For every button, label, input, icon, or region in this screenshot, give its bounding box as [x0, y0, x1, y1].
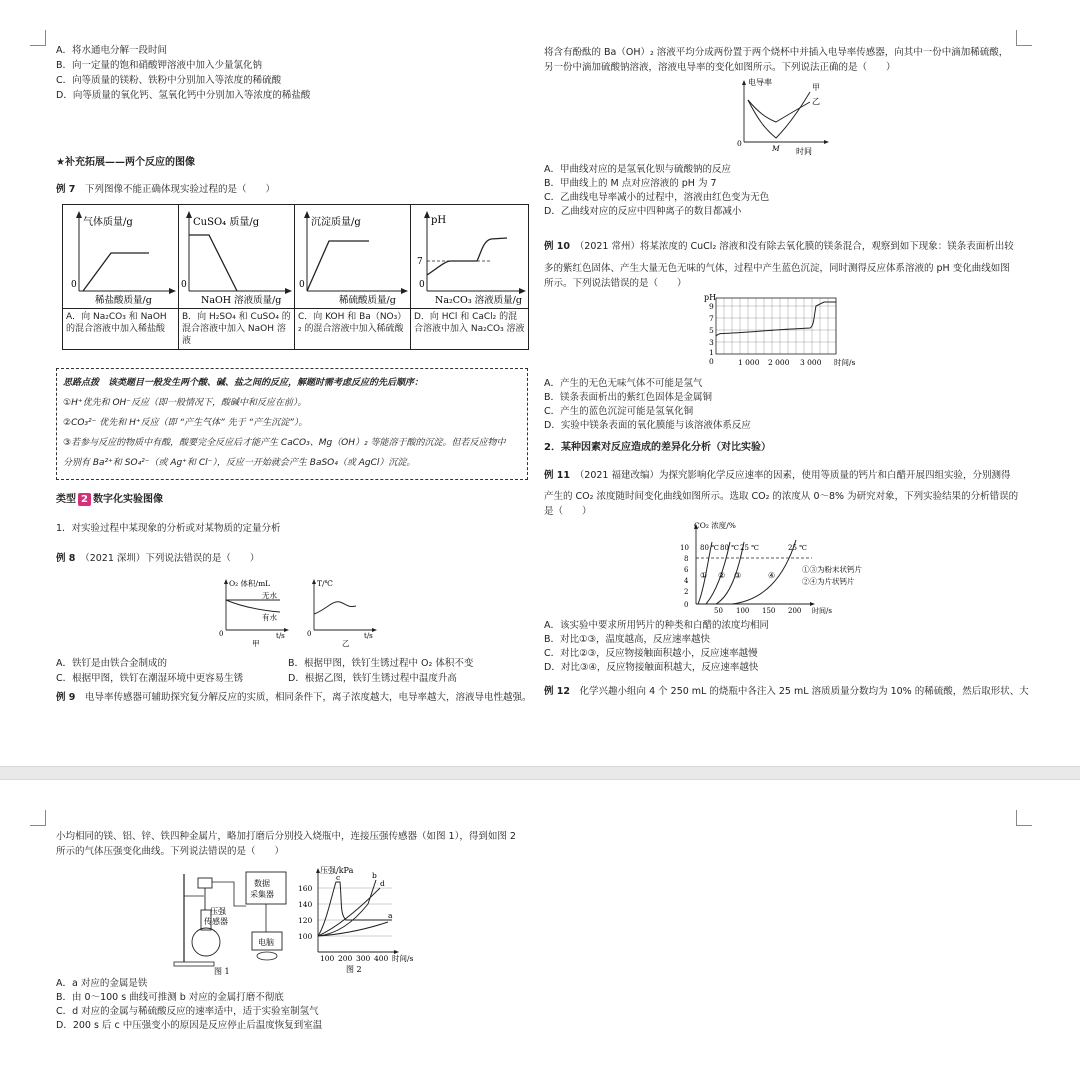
- crop-mark-top-right: [1016, 30, 1032, 46]
- fig2-ytick-100: 100: [298, 932, 313, 941]
- example-12-fig-1: [164, 866, 304, 976]
- example-11-line-2: 产生的 CO₂ 浓度随时间变化曲线如图所示。选取 CO₂ 的浓度从 0～8% 为研究对象，下列实验结果的分析错误的: [544, 491, 1019, 502]
- fig-jia-xlabel: t/s: [276, 632, 285, 640]
- example-11-option-b: B．对比①③，温度越高，反应速率越快: [544, 634, 711, 645]
- ph-chart-xlabel: 时间/s: [834, 358, 856, 367]
- type2-title: 数字化实验图像: [92, 494, 163, 505]
- ph-xtick-2000: 2 000: [768, 358, 790, 367]
- page-separator: [0, 766, 1080, 780]
- fig1-sensor-l2: 传感器: [204, 917, 228, 926]
- co2-curve-2: ②: [718, 571, 726, 580]
- ph-xtick-3000: 3 000: [800, 358, 822, 367]
- fig1-caption: 图 1: [214, 967, 230, 976]
- co2-tick-8: 8: [684, 555, 689, 563]
- example-12-option-c: C．d 对应的金属与稀硫酸反应的速率适中，适于实验室制氢气: [56, 1006, 319, 1017]
- co2-tick-0: 0: [684, 601, 689, 609]
- ph-tick-3: 3: [709, 338, 714, 347]
- chart-d-origin: 0: [419, 280, 425, 290]
- fig1-collector-l1: 数据: [254, 879, 270, 888]
- chart-b-xlabel: NaOH 溶液质量/g: [201, 295, 282, 305]
- hint-line-3: ②CO₃²⁻ 优先和 H⁺反应（即 “产生气体” 先于 “产生沉淀”）。: [63, 418, 308, 428]
- co2-tick-10: 10: [680, 544, 689, 552]
- example-10-line-1: [544, 240, 1014, 253]
- example-8-label: 例 8: [56, 553, 76, 564]
- chart-b-ylabel: CuSO₄ 质量/g: [193, 217, 260, 228]
- caption-b-cell: [179, 309, 295, 350]
- fig1-collector-l2: 采集器: [250, 890, 274, 899]
- fig2-xtick-400: 400: [374, 954, 389, 963]
- chart-c-origin: 0: [299, 280, 305, 290]
- example-12-option-b: B．由 0～100 s 曲线可推测 b 对应的金属打磨不彻底: [56, 992, 284, 1003]
- example-9-option-b: B．甲曲线上的 M 点对应溶液的 pH 为 7: [544, 178, 717, 189]
- example-9-cont-2: 另一份中滴加硫酸钠溶液，溶液电导率的变化如图所示。下列说法正确的是（ ）: [544, 62, 896, 73]
- example-12-label: 例 12: [544, 686, 571, 697]
- fig-jia-caption: 甲: [252, 639, 260, 648]
- example-9: [56, 691, 531, 704]
- fig2-curve-a: a: [388, 911, 393, 920]
- section-title: ★补充拓展——两个反应的图像: [56, 157, 195, 168]
- hint-line-4: ③若参与反应的物质中有酸，酸要完全反应后才能产生 CaCO₃、Mg（OH）₂ 等能溶于酸的沉淀。但若反应物中: [63, 438, 506, 448]
- fig2-ytick-140: 140: [298, 900, 313, 909]
- type2-prefix: 类型: [56, 494, 76, 505]
- co2-temp-3: 25 ℃: [740, 544, 759, 552]
- example-12-option-a: A．a 对应的金属是铁: [56, 978, 148, 989]
- chart-b-caption: B．向 H₂SO₄ 和 CuSO₄ 的混合溶液中加入 NaOH 溶液: [182, 312, 291, 346]
- ph-chart-ylabel: pH: [704, 293, 717, 302]
- chart-b-origin: 0: [181, 280, 187, 290]
- option-d-top: D．向等质量的氧化钙、氢氧化钙中分别加入等浓度的稀盐酸: [56, 90, 311, 101]
- example-8-option-c: C．根据甲图，铁钉在潮湿环境中更容易生锈: [56, 673, 244, 684]
- co2-tick-6: 6: [684, 566, 689, 574]
- example-9-chart: [736, 76, 836, 156]
- co2-tick-2: 2: [684, 588, 689, 596]
- ex9-chart-origin: 0: [737, 139, 742, 148]
- ex9-chart-yi: 乙: [812, 97, 820, 106]
- example-10-line-2: 多的紫红色固体、产生大量无色无味的气体，过程中产生蓝色沉淀，同时测得反应体系溶液的 pH 变化曲线如图: [544, 263, 1010, 274]
- fig-jia-l2: 有水: [262, 613, 277, 622]
- subsection-1: 1．对实验过程中某现象的分析或对某物质的定量分析: [56, 523, 281, 534]
- fig1-computer: 电脑: [258, 938, 274, 947]
- chart-d-cell: [411, 205, 529, 309]
- hint-line-1: 思路点拨 该类题目一般发生两个酸、碱、盐之间的反应，解题时需考虑反应的先后顺序：: [63, 378, 424, 388]
- example-9-label: 例 9: [56, 692, 76, 703]
- fig2-xtick-100: 100: [320, 954, 335, 963]
- subsection-2: 2．某种因素对反应造成的差异化分析（对比实验）: [544, 442, 771, 453]
- example-11-option-c: C．对比②③，反应物接触面积越小，反应速率越慢: [544, 648, 758, 659]
- example-10-text-1: （2021 常州）将某浓度的 CuCl₂ 溶液和没有除去氧化膜的镁条混合，观察到如下现象：镁条表面析出较: [579, 241, 1014, 252]
- example-12-text: 化学兴趣小组向 4 个 250 mL 的烧瓶中各注入 25 mL 溶质质量分数均为 10% 的稀硫酸，然后取形状、大: [579, 686, 1029, 697]
- fig2-ytick-120: 120: [298, 916, 313, 925]
- example-8-option-a: A．铁钉是由铁合金制成的: [56, 658, 167, 669]
- fig2-xlabel: 时间/s: [392, 954, 414, 963]
- co2-chart-xlabel: 时间/s: [812, 607, 832, 615]
- chart-c-xlabel: 稀硫酸质量/g: [339, 295, 396, 305]
- fig1-sensor-l1: 压强: [210, 907, 226, 916]
- fig2-curve-b: b: [372, 871, 377, 880]
- ph-tick-0: 0: [709, 357, 714, 366]
- example-10-label: 例 10: [544, 241, 571, 252]
- example-7-text: 下列图像不能正确体现实验过程的是（ ）: [84, 184, 275, 195]
- example-11-option-a: A．该实验中要求所用钙片的种类和白醋的浓度均相同: [544, 620, 769, 631]
- chart-d-caption: D．向 HCl 和 CaCl₂ 的混合溶液中加入 Na₂CO₃ 溶液: [414, 312, 525, 334]
- fig-yi-origin: 0: [307, 630, 312, 638]
- type2-badge: 2: [78, 493, 91, 506]
- fig2-caption: 图 2: [346, 965, 362, 974]
- chart-c-cell: [295, 205, 411, 309]
- caption-a-cell: [63, 309, 179, 350]
- crop-mark-bottom-right: [1016, 810, 1032, 826]
- fig-jia-ylabel: O₂ 体积/mL: [229, 579, 271, 588]
- co2-xtick-50: 50: [714, 607, 723, 615]
- example-11-option-d: D．对比③④，反应物接触面积越大，反应速率越快: [544, 662, 759, 673]
- chart-c: [295, 205, 410, 305]
- ph-tick-7: 7: [709, 314, 714, 323]
- example-10-option-a: A．产生的无色无味气体不可能是氢气: [544, 378, 703, 389]
- fig-jia-l1: 无水: [262, 591, 277, 600]
- crop-mark-bottom-left: [30, 810, 46, 826]
- fig-yi-ylabel: T/℃: [317, 579, 333, 588]
- ex9-chart-ylabel: 电导率: [748, 78, 772, 87]
- option-a-top: A．将水通电分解一段时间: [56, 45, 167, 56]
- example-11-co2-chart: [672, 520, 902, 616]
- page-bottom: [0, 780, 1080, 1065]
- co2-legend-2: ②④为片状钙片: [802, 577, 855, 586]
- chart-b: [179, 205, 294, 305]
- example-10-line-3: 所示。下列说法错误的是（ ）: [544, 278, 687, 289]
- ph-tick-9: 9: [709, 302, 714, 311]
- chart-a-caption: A．向 Na₂CO₃ 和 NaOH 的混合溶液中加入稀盐酸: [66, 312, 167, 334]
- chart-c-ylabel: 沉淀质量/g: [311, 217, 361, 228]
- ex9-chart-m: M: [772, 144, 780, 153]
- fig-yi-xlabel: t/s: [364, 632, 373, 640]
- co2-curve-4: ④: [768, 571, 776, 580]
- example-12-option-d: D．200 s 后 c 中压强变小的原因是反应停止后温度恢复到室温: [56, 1020, 323, 1031]
- co2-xtick-100: 100: [736, 607, 750, 615]
- option-b-top: B．向一定量的饱和硝酸钾溶液中加入少量氯化钠: [56, 60, 263, 71]
- co2-curve-3: ③: [734, 571, 742, 580]
- example-10-option-c: C．产生的蓝色沉淀可能是氢氧化铜: [544, 406, 694, 417]
- hint-line-2: ①H⁺优先和 OH⁻反应（即一般情况下，酸碱中和反应在前）。: [63, 398, 307, 408]
- chart-d-tick-7: 7: [417, 257, 423, 267]
- co2-tick-4: 4: [684, 577, 689, 585]
- example-9-text: 电导率传感器可辅助探究复分解反应的实质，相同条件下，离子浓度越大，电导率越大，溶液导电性越强。: [84, 692, 532, 703]
- example-7-chart-table: [62, 204, 529, 350]
- caption-d-cell: [411, 309, 529, 350]
- example-11-line-1: [544, 469, 1011, 482]
- chart-d: [411, 205, 528, 305]
- ph-tick-5: 5: [709, 326, 714, 335]
- hint-line-5: 分别有 Ba²⁺和 SO₄²⁻（或 Ag⁺和 Cl⁻），反应一开始就会产生 BaSO₄（或 AgCl）沉淀。: [63, 458, 416, 468]
- example-10-ph-chart: [702, 292, 872, 372]
- co2-xtick-150: 150: [762, 607, 776, 615]
- example-12-cont-2: 所示的气体压强变化曲线。下列说法错误的是（ ）: [56, 846, 285, 857]
- example-8: [56, 552, 259, 565]
- example-7-label: 例 7: [56, 184, 76, 195]
- co2-chart-ylabel: CO₂ 浓度/%: [694, 521, 736, 530]
- example-8-option-d: D．根据乙图，铁钉生锈过程中温度升高: [288, 673, 457, 684]
- fig2-xtick-300: 300: [356, 954, 371, 963]
- example-10-option-d: D．实验中镁条表面的氧化膜能与该溶液体系反应: [544, 420, 751, 431]
- fig2-curve-c: c: [336, 873, 341, 882]
- ex9-chart-xlabel: 时间: [796, 147, 812, 156]
- example-10-option-b: B．镁条表面析出的紫红色固体是金属铜: [544, 392, 713, 403]
- example-11-line-3: 是（ ）: [544, 506, 592, 517]
- example-9-cont-1: 将含有酚酞的 Ba（OH）₂ 溶液平均分成两份置于两个烧杯中并插入电导率传感器，向其中一份中滴加稀硫酸，: [544, 47, 1009, 58]
- chart-b-cell: [179, 205, 295, 309]
- example-7: [56, 183, 275, 196]
- co2-curve-1: ①: [700, 571, 708, 580]
- chart-a-ylabel: 气体质量/g: [83, 217, 133, 228]
- fig2-ytick-160: 160: [298, 884, 313, 893]
- co2-temp-4: 25 ℃: [788, 544, 807, 552]
- co2-legend-1: ①③为粉末状钙片: [802, 565, 862, 574]
- example-9-option-a: A．甲曲线对应的是氢氧化钡与硫酸钠的反应: [544, 164, 731, 175]
- example-11-text-1: （2021 福建改编）为探究影响化学反应速率的因素，使用等质量的钙片和白醋开展四组实验，分别测得: [579, 470, 1011, 481]
- type2-heading: [56, 493, 163, 506]
- ph-xtick-1000: 1 000: [738, 358, 760, 367]
- ex9-chart-jia: 甲: [812, 83, 820, 92]
- ph-tick-1: 1: [709, 348, 714, 357]
- example-9-option-c: C．乙曲线电导率减小的过程中，溶液由红色变为无色: [544, 192, 770, 203]
- fig2-curve-d: d: [380, 879, 385, 888]
- example-8-text: 下列说法错误的是（ ）: [145, 553, 260, 564]
- example-12-cont-1: 小均相同的镁、铝、锌、铁四种金属片，略加打磨后分别投入烧瓶中，连接压强传感器（如图 1），得到如图 2: [56, 831, 516, 842]
- co2-temp-2: 80 ℃: [720, 544, 739, 552]
- example-12-fig-2: [296, 864, 416, 974]
- chart-d-ylabel: pH: [431, 215, 447, 226]
- example-8-source: （2021 深圳）: [84, 553, 146, 564]
- hint-box: [56, 368, 528, 480]
- chart-a: [63, 205, 178, 305]
- co2-temp-1: 80 ℃: [700, 544, 719, 552]
- chart-c-caption: C．向 KOH 和 Ba（NO₃）₂ 的混合溶液中加入稀硫酸: [298, 312, 407, 334]
- example-8-option-b: B．根据甲图，铁钉生锈过程中 O₂ 体积不变: [288, 658, 474, 669]
- fig2-ylabel: 压强/kPa: [320, 866, 354, 875]
- example-9-option-d: D．乙曲线对应的反应中四种离子的数目都减小: [544, 206, 742, 217]
- chart-a-xlabel: 稀盐酸质量/g: [95, 295, 152, 305]
- option-c-top: C．向等质量的镁粉、铁粉中分别加入等浓度的稀硫酸: [56, 75, 282, 86]
- fig-yi-caption: 乙: [342, 639, 350, 648]
- fig-jia-origin: 0: [219, 630, 224, 638]
- example-8-fig-yi: [306, 576, 386, 648]
- caption-c-cell: [295, 309, 411, 350]
- chart-d-xlabel: Na₂CO₃ 溶液质量/g: [435, 295, 522, 305]
- example-12: [544, 685, 1029, 698]
- chart-a-cell: [63, 205, 179, 309]
- co2-xtick-200: 200: [788, 607, 802, 615]
- fig2-xtick-200: 200: [338, 954, 353, 963]
- crop-mark-top-left: [30, 30, 46, 46]
- example-11-label: 例 11: [544, 470, 571, 481]
- chart-a-origin: 0: [71, 280, 77, 290]
